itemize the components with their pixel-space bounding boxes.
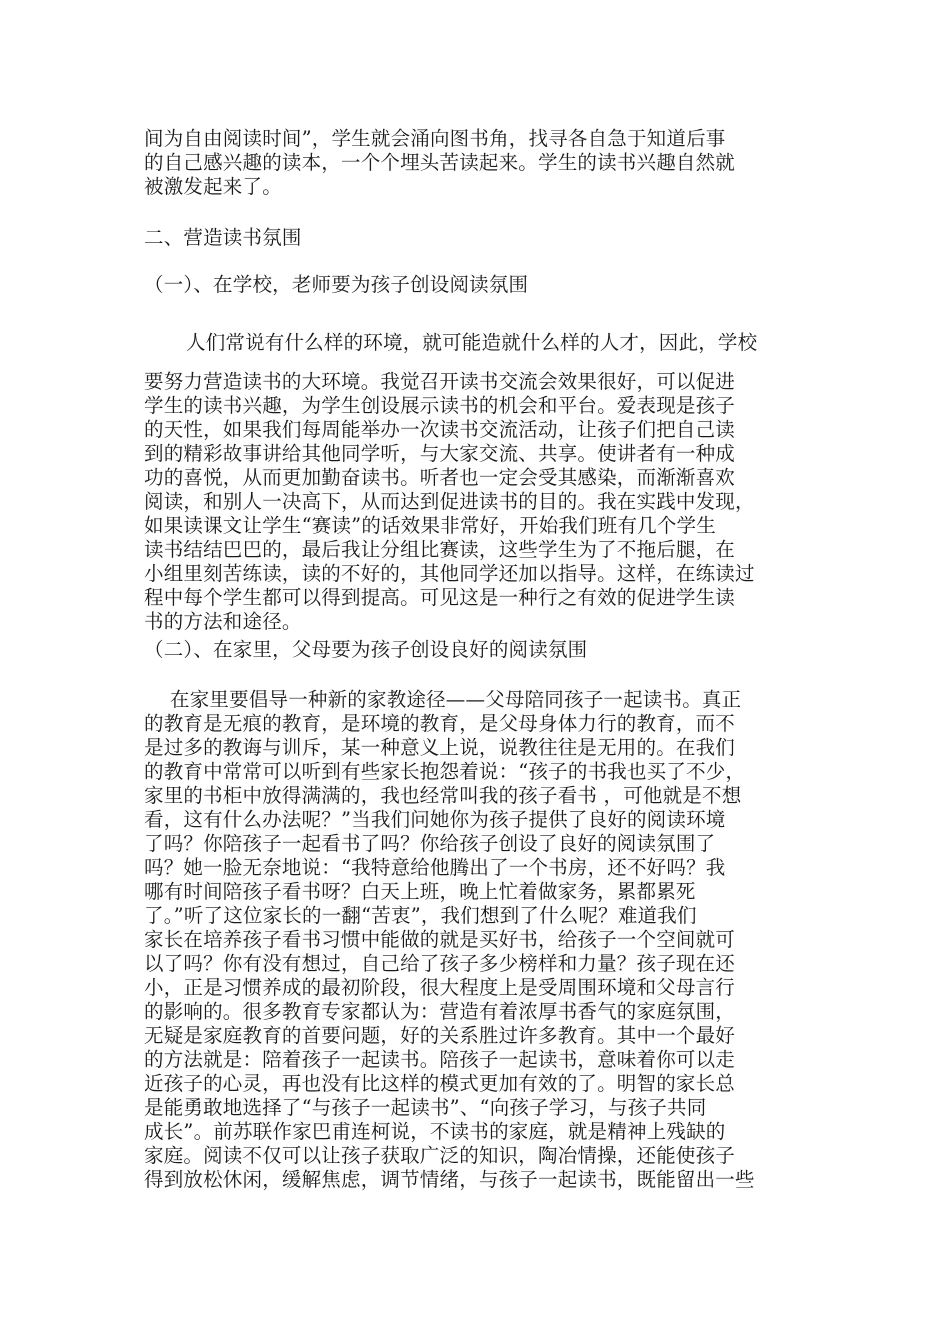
section-heading: 二、营造读书氛围 bbox=[144, 226, 302, 249]
paragraph-line: 的天性，如果我们每周能举办一次读书交流活动，让孩子们把自己读 bbox=[144, 418, 736, 441]
paragraph-line: 得到放松休闲，缓解焦虑，调节情绪，与孩子一起读书，既能留出一些 bbox=[144, 1168, 755, 1191]
paragraph-line: 家庭。阅读不仅可以让孩子获取广泛的知识，陶冶情操，还能使孩子 bbox=[144, 1144, 736, 1167]
paragraph-line: 的教育是无痕的教育，是环境的教育，是父母身体力行的教育，而不 bbox=[144, 712, 736, 735]
paragraph-line: 了吗？你陪孩子一起看书了吗？你给孩子创设了良好的阅读氛围了 bbox=[144, 832, 716, 855]
subsection-heading-school: （一）、在学校，老师要为孩子创设阅读氛围 bbox=[144, 273, 529, 296]
paragraph-line: 是过多的教诲与训斥，某一种意义上说，说教往往是无用的。在我们 bbox=[144, 736, 736, 759]
paragraph-line: 成长”。前苏联作家巴甫连柯说，不读书的家庭，就是精神上残缺的 bbox=[144, 1120, 726, 1143]
paragraph-line: 功的喜悦，从而更加勤奋读书。听者也一定会受其感染，而渐渐喜欢 bbox=[144, 466, 736, 489]
paragraph-first-line: 在家里要倡导一种新的家教途径——父母陪同孩子一起读书。真正 bbox=[170, 688, 742, 711]
subsection-heading-home: （二）、在家里，父母要为孩子创设良好的阅读氛围 bbox=[144, 638, 588, 661]
paragraph-line: 小，正是习惯养成的最初阶段，很大程度上是受周围环境和父母言行 bbox=[144, 976, 736, 999]
paragraph-line: 到的精彩故事讲给其他同学听，与大家交流、共享。使讲者有一种成 bbox=[144, 442, 736, 465]
paragraph-line: 是能勇敢地选择了“与孩子一起读书”、“向孩子学习，与孩子共同 bbox=[144, 1096, 707, 1119]
paragraph-line: 以了吗？你有没有想过，自己给了孩子多少榜样和力量？孩子现在还 bbox=[144, 952, 736, 975]
paragraph-line: 看，这有什么办法呢？”当我们问她你为孩子提供了良好的阅读环境 bbox=[144, 808, 726, 831]
paragraph-line: 了。”听了这位家长的一翻“苦衷”，我们想到了什么呢？难道我们 bbox=[144, 904, 697, 927]
paragraph-line: 的影响的。很多教育专家都认为：营造有着浓厚书香气的家庭氛围， bbox=[144, 1000, 736, 1023]
paragraph-line: 哪有时间陪孩子看书呀？白天上班，晚上忙着做家务，累都累死 bbox=[144, 880, 696, 903]
paragraph-line: 小组里刻苦练读，读的不好的，其他同学还加以指导。这样，在练读过 bbox=[144, 562, 755, 585]
continuation-line: 被激发起来了。 bbox=[144, 175, 282, 198]
continuation-line: 间为自由阅读时间”，学生就会涌向图书角，找寻各自急于知道后事 bbox=[144, 127, 726, 150]
paragraph-line: 家里的书柜中放得满满的，我也经常叫我的孩子看书 ，可他就是不想 bbox=[144, 784, 742, 807]
paragraph-line: 书的方法和途径。 bbox=[144, 610, 302, 633]
paragraph-first-line: 人们常说有什么样的环境，就可能造就什么样的人才，因此，学校 bbox=[186, 331, 758, 354]
paragraph-line: 如果读课文让学生“赛读”的话效果非常好，开始我们班有几个学生 bbox=[144, 514, 716, 537]
paragraph-line: 读书结结巴巴的，最后我让分组比赛读，这些学生为了不拖后腿，在 bbox=[144, 538, 736, 561]
paragraph-line: 无疑是家庭教育的首要问题，好的关系胜过许多教育。其中一个最好 bbox=[144, 1024, 736, 1047]
paragraph-line: 的教育中常常可以听到有些家长抱怨着说：“孩子的书我也买了不少， bbox=[144, 760, 746, 783]
continuation-line: 的自己感兴趣的读本，一个个埋头苦读起来。学生的读书兴趣自然就 bbox=[144, 151, 736, 174]
paragraph-line: 家长在培养孩子看书习惯中能做的就是买好书，给孩子一个空间就可 bbox=[144, 928, 736, 951]
paragraph-line: 的方法就是：陪着孩子一起读书。陪孩子一起读书，意味着你可以走 bbox=[144, 1048, 736, 1071]
paragraph-line: 要努力营造读书的大环境。我觉召开读书交流会效果很好，可以促进 bbox=[144, 370, 736, 393]
paragraph-line: 吗？她一脸无奈地说：“我特意给他腾出了一个书房，还不好吗？我 bbox=[144, 856, 726, 879]
paragraph-line: 学生的读书兴趣，为学生创设展示读书的机会和平台。爱表现是孩子 bbox=[144, 394, 736, 417]
paragraph-line: 近孩子的心灵，再也没有比这样的模式更加有效的了。明智的家长总 bbox=[144, 1072, 736, 1095]
paragraph-line: 程中每个学生都可以得到提高。可见这是一种行之有效的促进学生读 bbox=[144, 586, 736, 609]
paragraph-line: 阅读，和别人一决高下，从而达到促进读书的目的。我在实践中发现， bbox=[144, 490, 755, 513]
